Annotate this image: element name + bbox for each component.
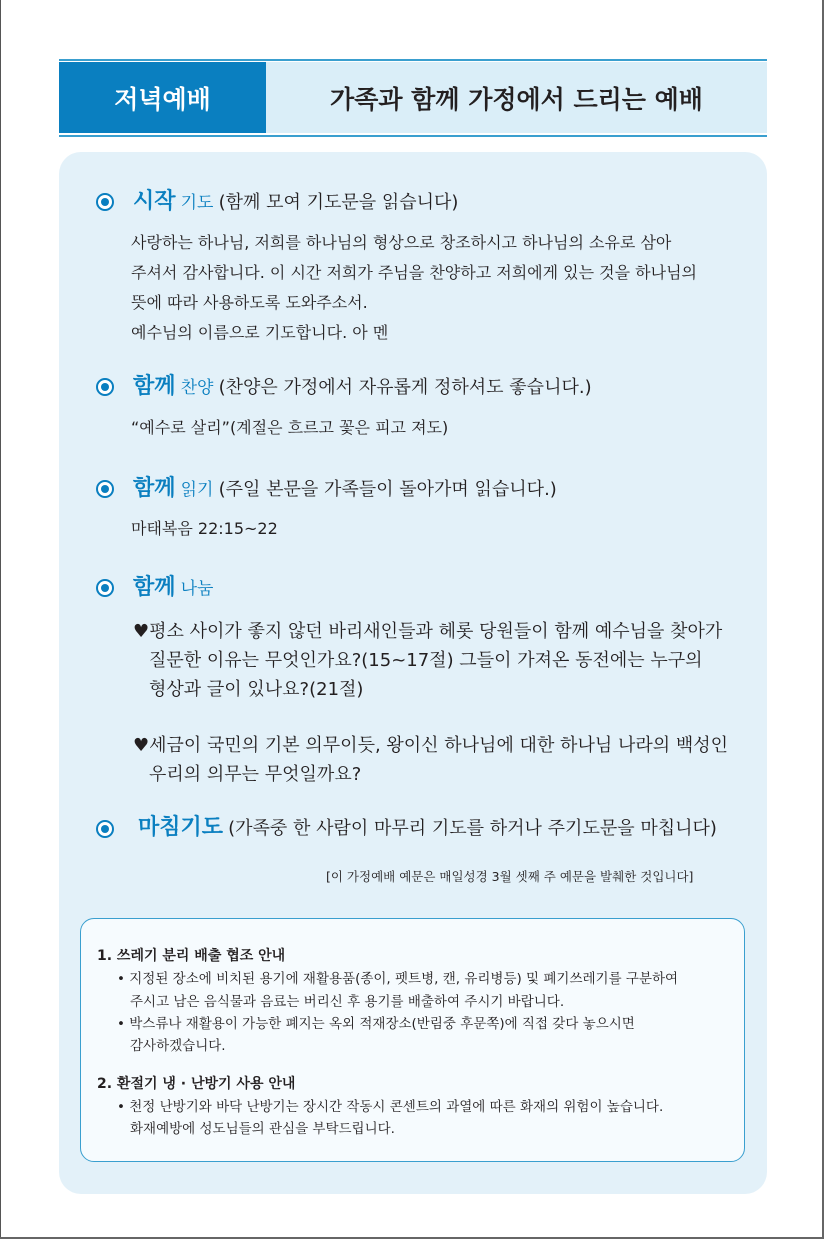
notice-title: 2. 환절기 냉 · 난방기 사용 안내 xyxy=(97,1076,296,1092)
section-title-sub: 읽기 xyxy=(180,480,214,500)
section-praise-title xyxy=(133,372,592,403)
section-title-desc: (함께 모여 기도문을 읽습니다) xyxy=(218,192,459,213)
notice-line: • 박스류나 재활용이 가능한 폐지는 옥외 적재장소(반림중 후문쪽)에 직접 갖다 놓으시면 xyxy=(117,1016,635,1032)
section-title-main: 함께 xyxy=(133,476,176,501)
question-line: 형상과 글이 있나요?(21절) xyxy=(149,679,364,700)
section-reading-title xyxy=(133,474,557,505)
section-bullet-icon xyxy=(96,579,114,597)
notice-line: • 천정 난방기와 바닥 난방기는 장시간 작동시 콘센트의 과열에 따른 화재의 위험이 높습니다. xyxy=(117,1099,664,1115)
sharing-question-2 xyxy=(133,731,728,789)
prayer-line: 주셔서 감사합니다. 이 시간 저희가 주님을 찬양하고 저희에게 있는 것을 하나님의 xyxy=(131,263,697,282)
opening-prayer-text xyxy=(131,228,697,348)
notice-line: 감사하겠습니다. xyxy=(130,1038,226,1054)
header-label: 저녁예배 xyxy=(59,62,266,133)
section-title-sub: 기도 xyxy=(180,193,214,213)
section-title-main: 함께 xyxy=(133,374,176,399)
question-line: 질문한 이유는 무엇인가요?(15~17절) 그들이 가져온 동전에는 누구의 xyxy=(149,650,703,671)
question-line: ♥세금이 국민의 기본 의무이듯, 왕이신 하나님에 대한 하나님 나라의 백성인 xyxy=(133,735,728,756)
prayer-line: 뜻에 따라 사용하도록 도와주소서. xyxy=(131,293,368,312)
header-rule-top xyxy=(59,59,767,61)
section-title-desc: (가족중 한 사람이 마무리 기도를 하거나 주기도문을 마칩니다) xyxy=(228,818,717,839)
section-title-sub: 나눔 xyxy=(180,579,214,599)
section-bullet-icon xyxy=(96,378,114,396)
prayer-line: 예수님의 이름으로 기도합니다. 아 멘 xyxy=(131,323,389,342)
question-line: 우리의 의무는 무엇일까요? xyxy=(149,764,362,785)
section-title-desc: (찬양은 가정에서 자유롭게 정하셔도 좋습니다.) xyxy=(218,377,592,398)
section-closing-title xyxy=(138,813,717,844)
header xyxy=(59,62,767,133)
section-title-desc: (주일 본문을 가족들이 돌아가며 읽습니다.) xyxy=(218,479,557,500)
scripture-passage: 마태복음 22:15~22 xyxy=(131,519,278,538)
section-sharing-title xyxy=(133,573,213,604)
section-title-main: 마침기도 xyxy=(138,815,224,840)
notice-title: 1. 쓰레기 분리 배출 협조 안내 xyxy=(97,948,286,964)
page-border-left xyxy=(0,0,1,1239)
prayer-line: 사랑하는 하나님, 저희를 하나님의 형상으로 창조하시고 하나님의 소유로 삼아 xyxy=(131,233,672,252)
praise-song: “예수로 살리”(계절은 흐르고 꽃은 피고 져도) xyxy=(131,418,449,437)
header-title: 가족과 함께 가정에서 드리는 예배 xyxy=(330,84,703,114)
question-line: ♥평소 사이가 좋지 않던 바리새인들과 헤롯 당원들이 함께 예수님을 찾아가 xyxy=(133,621,723,642)
section-opening-title xyxy=(133,187,458,218)
section-bullet-icon xyxy=(96,480,114,498)
section-bullet-icon xyxy=(96,820,114,838)
section-bullet-icon xyxy=(96,193,114,211)
sharing-question-1 xyxy=(133,617,722,704)
section-title-main: 시작 xyxy=(133,189,176,214)
section-title-main: 함께 xyxy=(133,575,176,600)
notice-line: 화재예방에 성도님들의 관심을 부탁드립니다. xyxy=(130,1121,395,1137)
section-title-sub: 찬양 xyxy=(180,378,214,398)
header-rule-bottom xyxy=(59,135,767,137)
source-footnote: [이 가정예배 예문은 매일성경 3월 셋째 주 예문을 발췌한 것입니다] xyxy=(326,869,694,884)
notice-line: 주시고 남은 음식물과 음료는 버리신 후 용기를 배출하여 주시기 바랍니다. xyxy=(130,994,565,1010)
notice-line: • 지정된 장소에 비치된 용기에 재활용품(종이, 펫트병, 캔, 유리병등) 및 폐기쓰레기를 구분하여 xyxy=(117,971,679,987)
